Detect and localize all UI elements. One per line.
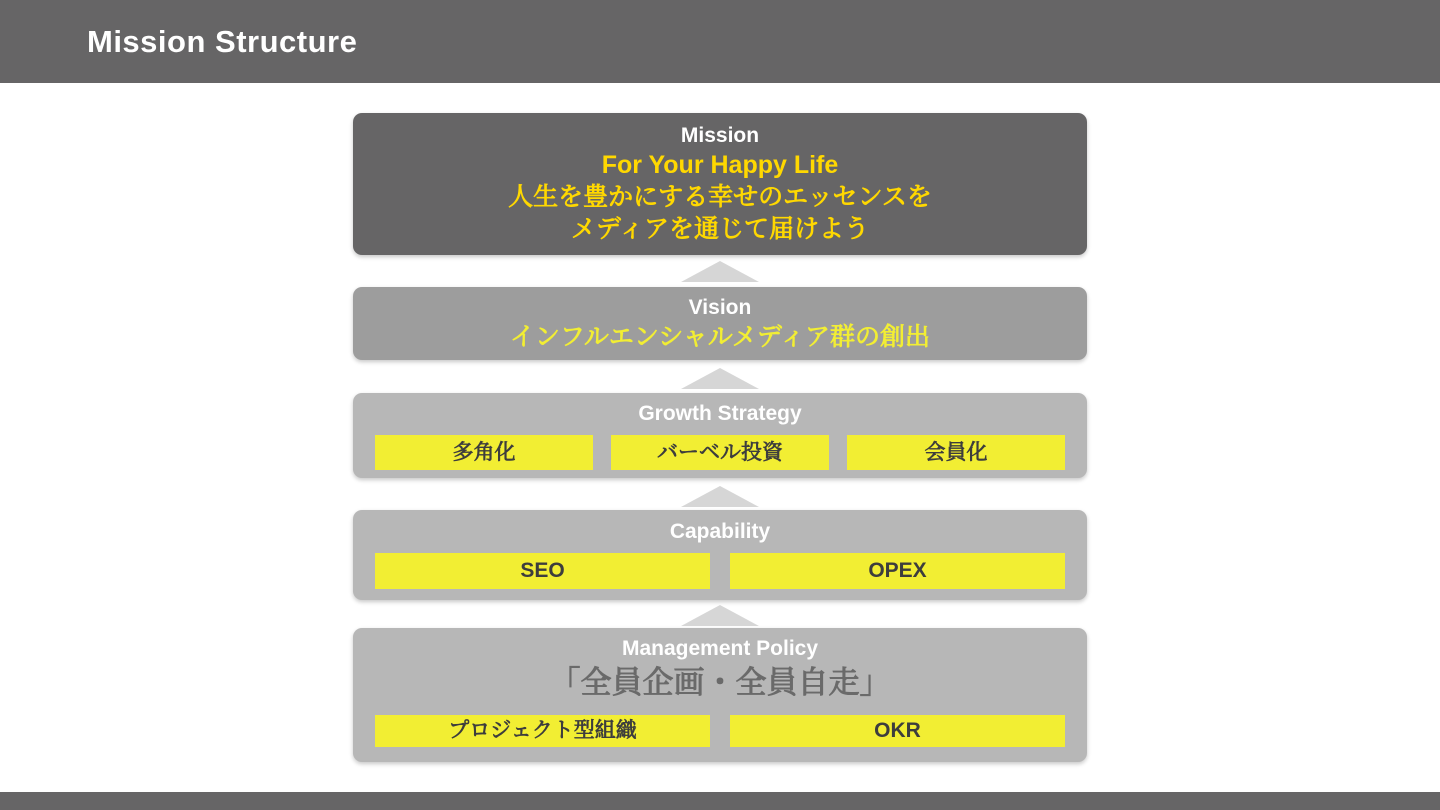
tag-membership: 会員化 bbox=[847, 435, 1065, 470]
management-policy-label: Management Policy bbox=[621, 637, 819, 660]
up-arrow-icon bbox=[681, 605, 759, 626]
tag-barbell-investment: バーベル投資 bbox=[611, 435, 829, 470]
tag-diversification: 多角化 bbox=[375, 435, 593, 470]
growth-strategy-tags bbox=[353, 435, 1087, 470]
vision-box bbox=[353, 287, 1087, 360]
mission-box bbox=[353, 113, 1087, 255]
up-arrow-icon bbox=[681, 368, 759, 389]
tag-okr: OKR bbox=[730, 715, 1065, 747]
tag-project-organization: プロジェクト型組織 bbox=[375, 715, 710, 747]
management-policy-tags bbox=[353, 715, 1087, 747]
tag-opex: OPEX bbox=[730, 553, 1065, 589]
growth-strategy-box bbox=[353, 393, 1087, 478]
vision-statement: インフルエンシャルメディア群の創出 bbox=[509, 323, 931, 351]
mission-slogan-jp-2: メディアを通じて届けよう bbox=[570, 215, 869, 243]
capability-label: Capability bbox=[669, 520, 771, 543]
mission-slogan-jp-1: 人生を豊かにする幸せのエッセンスを bbox=[508, 183, 932, 211]
growth-strategy-label: Growth Strategy bbox=[638, 402, 802, 425]
up-arrow-icon bbox=[681, 261, 759, 282]
vision-label: Vision bbox=[688, 296, 752, 319]
up-arrow-icon bbox=[681, 486, 759, 507]
header-bar bbox=[0, 0, 1440, 83]
page-title: Mission Structure bbox=[87, 24, 358, 59]
capability-tags bbox=[353, 553, 1087, 589]
management-policy-quote: 「全員企画・全員自走」 bbox=[549, 665, 891, 700]
capability-box bbox=[353, 510, 1087, 600]
footer-bar bbox=[0, 792, 1440, 810]
mission-label: Mission bbox=[680, 124, 760, 147]
tag-seo: SEO bbox=[375, 553, 710, 589]
management-policy-box bbox=[353, 628, 1087, 762]
mission-slogan-en: For Your Happy Life bbox=[601, 151, 839, 179]
